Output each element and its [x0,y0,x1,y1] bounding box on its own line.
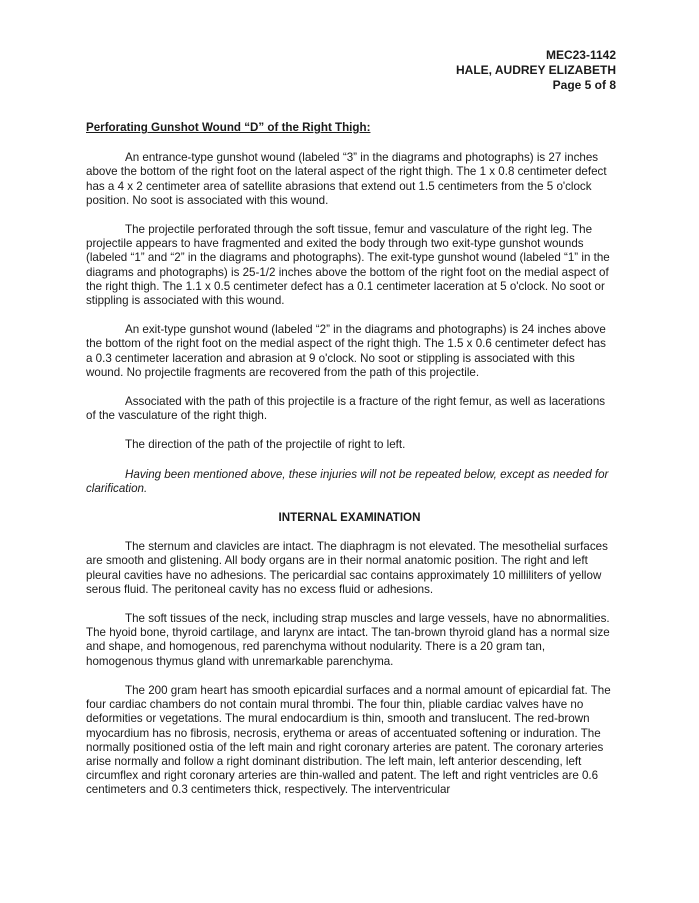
internal-exam-heading: INTERNAL EXAMINATION [278,511,421,525]
paragraph-italic-note: Having been mentioned above, these injuries will not be repeated below, except as needed for clarification. [86,467,609,495]
paragraph-associated-injuries: Associated with the path of this projectile is a fracture of the right femur, as well as lacerations of the vasculature of the right thigh. [86,395,606,423]
paragraph-entrance-wound: An entrance-type gunshot wound (labeled “3” in the diagrams and photographs) is 27 inches above the bottom of the right foot on the lateral aspect of the right thigh. The 1 x 0.8 centimeter defect has a 4 x 2 centimeter area of satellite abrasions that extend out 1.5 centimeters from the 5 o'clock position. No soot is associated with this wound. [86,151,607,207]
paragraph-neck: The soft tissues of the neck, including strap muscles and large vessels, have no abnormalities. The hyoid bone, thyroid cartilage, and larynx are intact. The tan-brown thyroid gland has a normal size and shape, and homogenous, red parenchyma without nodularity. There is a 20 gram tan, homogenous thymus gland with unremarkable parenchyma. [86,612,610,668]
paragraph-body-cavities: The sternum and clavicles are intact. The diaphragm is not elevated. The mesothelial surfaces are smooth and glistening. All body organs are in their normal anatomic position. The right and left pleural cavities have no adhesions. The pericardial sac contains approximately 10 milliliters of yellow serous fluid. The peritoneal cavity has no excess fluid or adhesions. [86,540,608,596]
page-number: Page 5 of 8 [552,78,616,92]
page-header [86,48,616,93]
paragraph-direction: The direction of the path of the projectile of right to left. [125,438,406,452]
paragraph-exit-wound: An exit-type gunshot wound (labeled “2” in the diagrams and photographs) is 24 inches above the bottom of the right foot on the medial aspect of the right thigh. The 1.5 x 0.6 centimeter defect has a 0.3 centimeter laceration and abrasion at 9 o'clock. No soot or stippling is associated with this wound. No projectile fragments are recovered from the path of this projectile. [86,323,606,379]
paragraph-projectile-path: The projectile perforated through the soft tissue, femur and vasculature of the right leg. The projectile appears to have fragmented and exited the body through two exit-type gunshot wounds (labeled “1” and “2” in the diagrams and photographs). The exit-type gunshot wound (labeled “1” in the diagrams and photographs) is 25-1/2 inches above the bottom of the right foot on the medial aspect of the right thigh. The 1.1 x 0.5 centimeter defect has a 0.1 centimeter laceration at 5 o'clock. No soot or stippling is associated with this wound. [86,223,610,308]
decedent-name: HALE, AUDREY ELIZABETH [455,63,616,77]
section-title: Perforating Gunshot Wound “D” of the Right Thigh: [86,121,371,134]
paragraph-heart: The 200 gram heart has smooth epicardial surfaces and a normal amount of epicardial fat. The four cardiac chambers do not contain mural thrombi. The four thin, pliable cardiac valves have no deformities or vegetations. The mural endocardium is thin, smooth and translucent. The red-brown myocardium has no fibrosis, necrosis, erythema or areas of accentuated softening or induration. The normally positioned ostia of the left main and right coronary arteries are patent. The coronary arteries arise normally and follow a right dominant distribution. The left main, left anterior descending, left circumflex and right coronary arteries are thin-walled and patent. The left and right ventricles are 0.6 centimeters and 0.3 centimeters thick, respectively. The interventricular [86,683,611,797]
case-number: MEC23-1142 [545,48,616,62]
